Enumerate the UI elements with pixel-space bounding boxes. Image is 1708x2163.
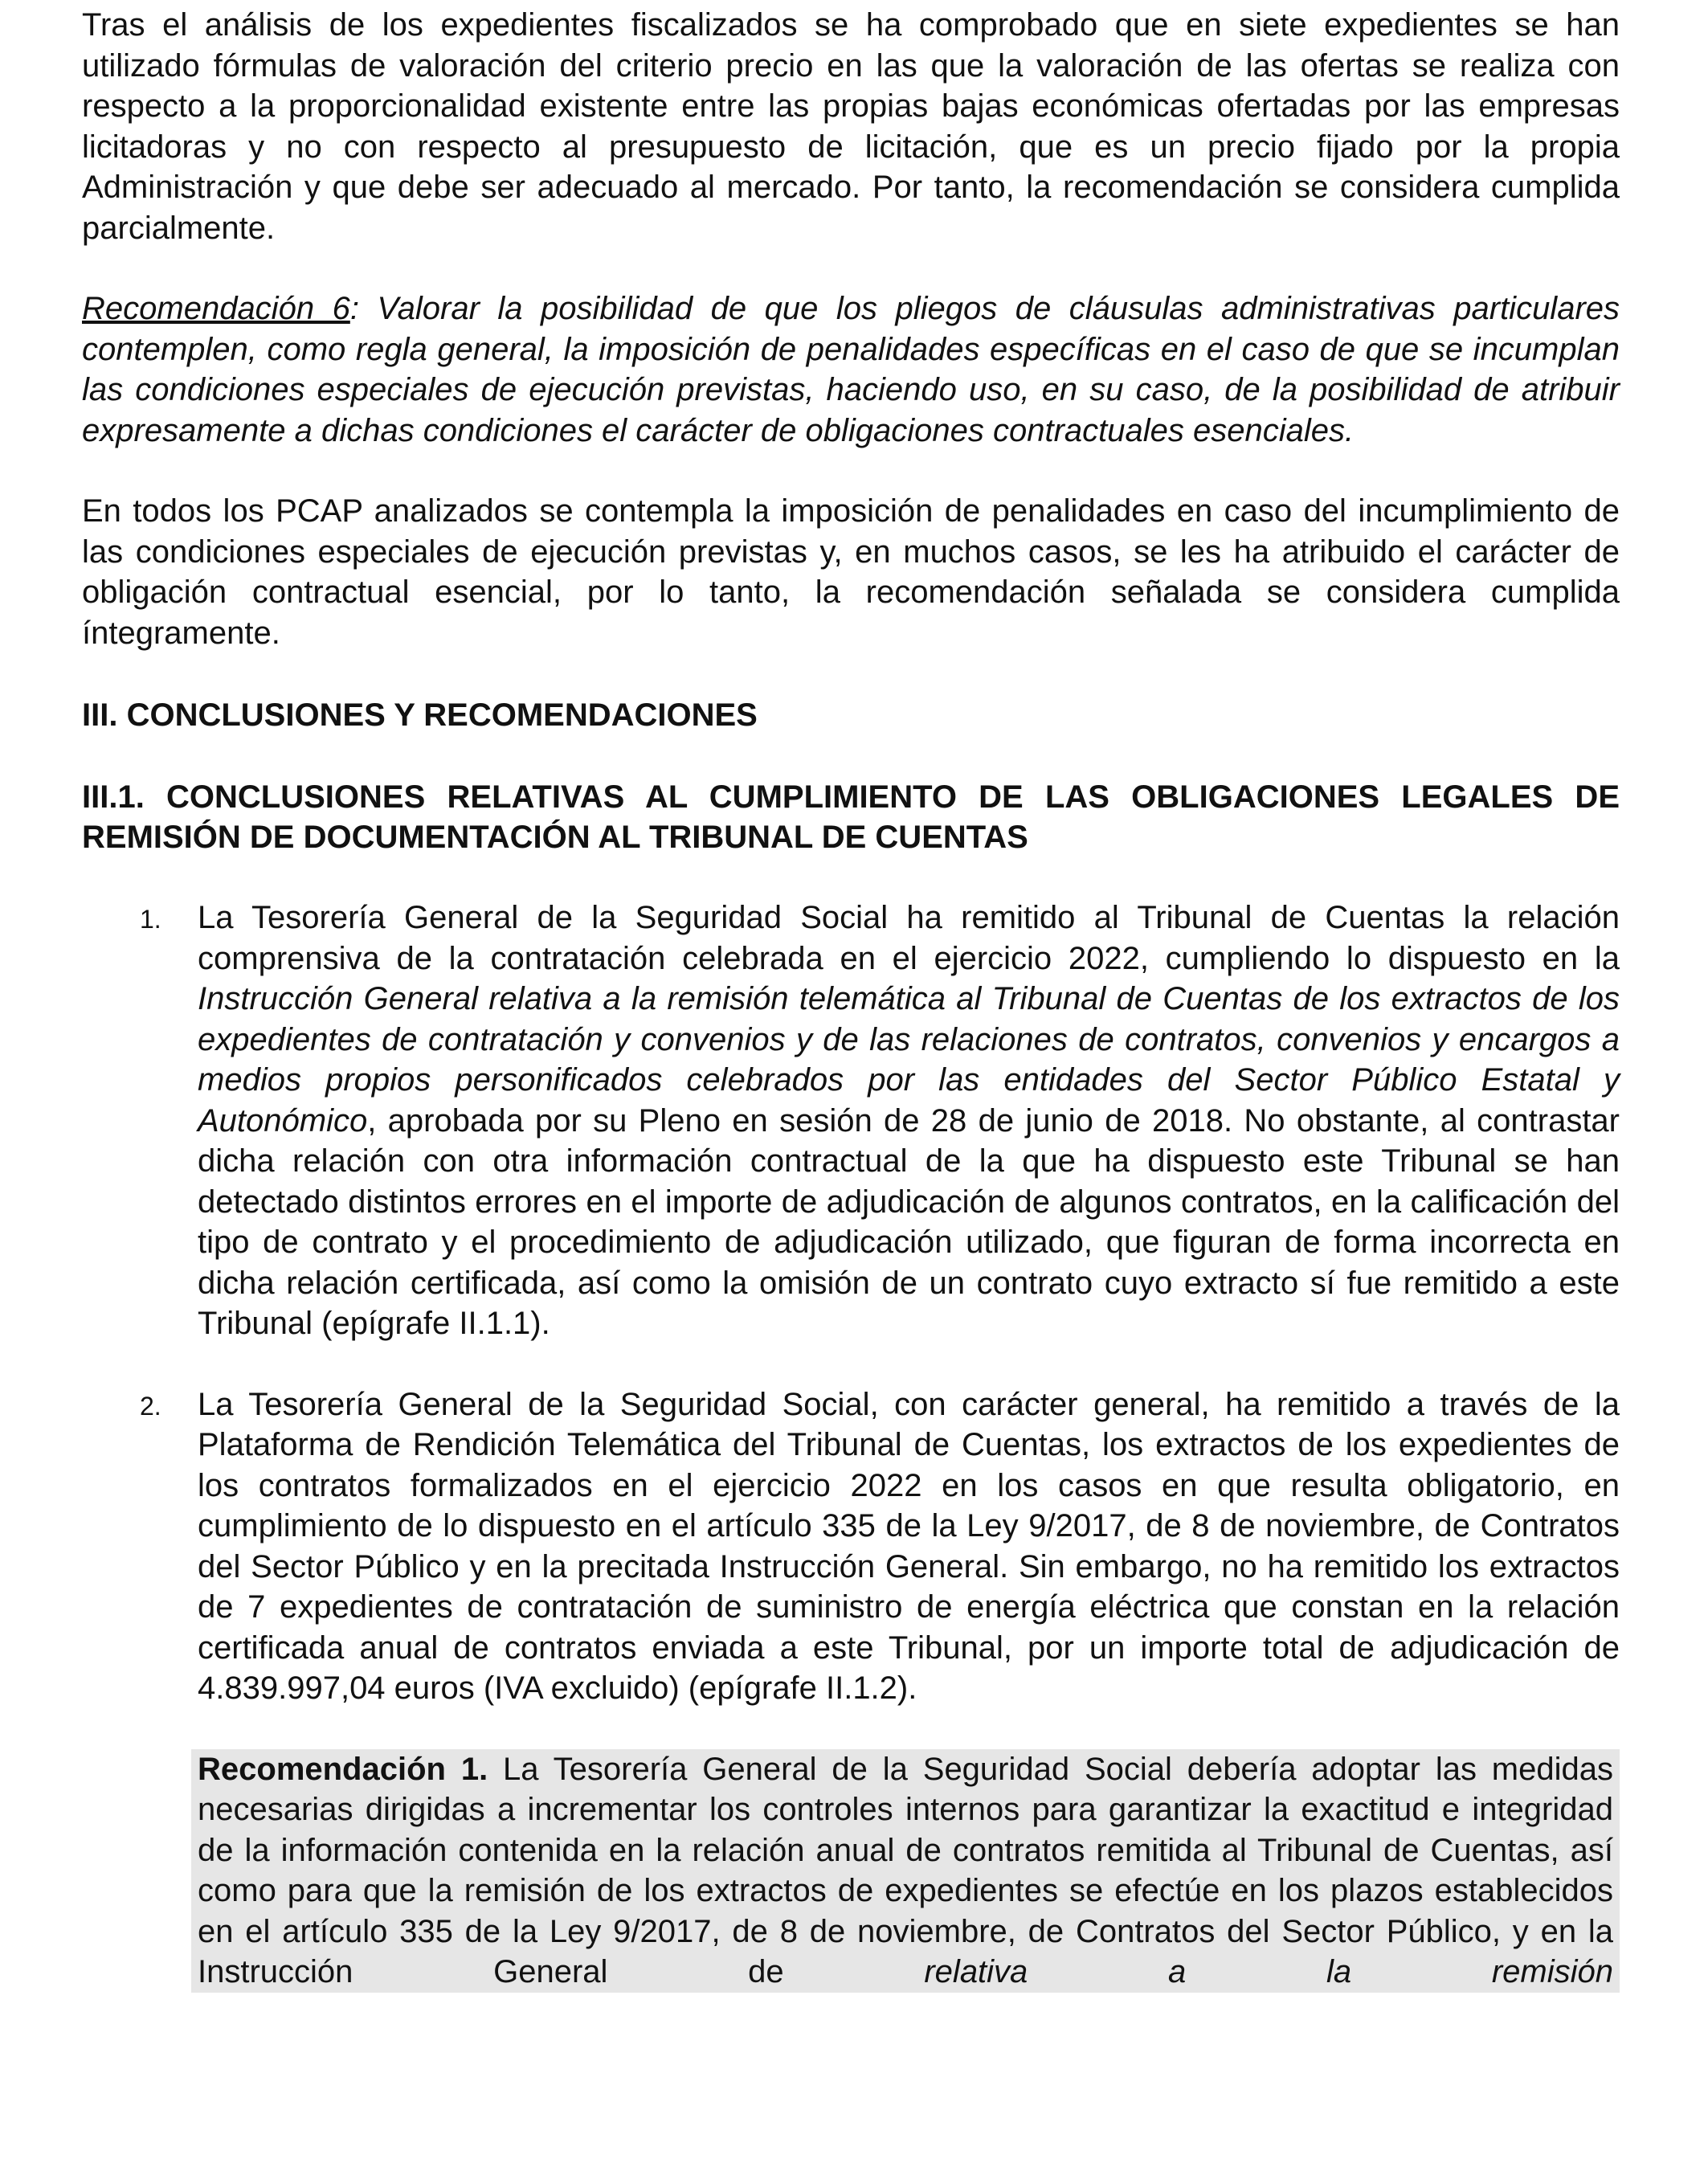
conclusion-number-2: 2. <box>140 1391 161 1421</box>
recommendation-6-paragraph <box>82 288 1620 451</box>
section-heading: III. CONCLUSIONES Y RECOMENDACIONES <box>82 697 758 733</box>
recommendation-6-separator: : <box>349 291 378 326</box>
subsection-heading: III.1. CONCLUSIONES RELATIVAS AL CUMPLIMIENTO DE LAS OBLIGACIONES LEGALES DE REMISIÓN DE DOCUMENTACIÓN AL TRIBUNAL DE CUENTAS <box>82 779 1620 855</box>
recommendation-1-text: La Tesorería General de la Seguridad Social debería adoptar las medidas necesarias dirigidas a incrementar los controles internos para garantizar la exactitud e integridad de la información contenida en la relación anual de contratos remitida al Tribunal de Cuentas, así como para que la remisión de los extractos de expedientes se efectúe en los plazos establecidos en el artículo 335 de la Ley 9/2017, de 8 de noviembre, de Contratos del Sector Público, y en la Instrucción General de <box>198 1751 1613 1989</box>
conclusion-1-instruction-title: Instrucción General relativa a la remisión telemática al Tribunal de Cuentas de los extractos de los expedientes de contratación y convenios y de las relaciones de contratos, convenios y encargos a medios propios personificados celebrados por las entidades del Sector Público Estatal y Autonómico <box>198 981 1620 1139</box>
paragraph-valuation-formulas: Tras el análisis de los expedientes fiscalizados se ha comprobado que en siete expedientes se han utilizado fórmulas de valoración del criterio precio en las que la valoración de las ofertas se realiza con respecto a la proporcionalidad existente entre las propias bajas económicas ofertadas por las empresas licitadoras y no con respecto al presupuesto de licitación, que es un precio fijado por la propia Administración y que debe ser adecuado al mercado. Por tanto, la recomendación se considera cumplida parcialmente. <box>82 7 1620 246</box>
recommendation-6-title: Recomendación 6 <box>82 291 350 326</box>
paragraph-penalties: En todos los PCAP analizados se contempla la imposición de penalidades en caso del incumplimiento de las condiciones especiales de ejecución previstas y, en muchos casos, se les ha atribuido el carácter de obligación contractual esencial, por lo tanto, la recomendación señalada se considera cumplida íntegramente. <box>82 493 1620 651</box>
conclusion-number-1: 1. <box>140 905 161 934</box>
conclusion-item-1 <box>140 898 1620 1344</box>
conclusion-item-2 <box>140 1384 1620 1709</box>
recommendation-6-text: Valorar la posibilidad de que los pliegos de cláusulas administrativas particulares contemplen, como regla general, la imposición de penalidades específicas en el caso de que se incumplan las condiciones especiales de ejecución previstas, haciendo uso, en su caso, de la posibilidad de atribuir expresamente a dichas condiciones el carácter de obligaciones contractuales esenciales. <box>82 291 1620 448</box>
conclusion-1-text-after: , aprobada por su Pleno en sesión de 28 de junio de 2018. No obstante, al contrastar dicha relación con otra información contractual de la que ha dispuesto este Tribunal se han detectado distintos errores en el importe de adjudicación de algunos contratos, en la calificación del tipo de contrato y el procedimiento de adjudicación utilizado, que figuran de forma incorrecta en dicha relación certificada, así como la omisión de un contrato cuyo extracto sí fue remitido a este Tribunal (epígrafe II.1.1). <box>198 1102 1620 1341</box>
recommendation-1-box <box>191 1749 1620 1993</box>
recommendation-1-italic-text: relativa a la remisión <box>924 1954 1613 1989</box>
document-page <box>82 5 1620 1993</box>
recommendation-1-title: Recomendación 1. <box>198 1751 488 1787</box>
conclusions-list <box>82 898 1620 1709</box>
conclusion-2-text: La Tesorería General de la Seguridad Social, con carácter general, ha remitido a través de la Plataforma de Rendición Telemática del Tribunal de Cuentas, los extractos de los expedientes de los contratos formalizados en el ejercicio 2022 en los casos en que resulta obligatorio, en cumplimiento de lo dispuesto en el artículo 335 de la Ley 9/2017, de 8 de noviembre, de Contratos del Sector Público y en la precitada Instrucción General. Sin embargo, no ha remitido los extractos de 7 expedientes de contratación de suministro de energía eléctrica que constan en la relación certificada anual de contratos enviada a este Tribunal, por un importe total de adjudicación de 4.839.997,04 euros (IVA excluido) (epígrafe II.1.2). <box>198 1386 1620 1706</box>
conclusion-1-text-before: La Tesorería General de la Seguridad Social ha remitido al Tribunal de Cuentas la relación comprensiva de la contratación celebrada en el ejercicio 2022, cumpliendo lo dispuesto en la <box>198 900 1620 976</box>
